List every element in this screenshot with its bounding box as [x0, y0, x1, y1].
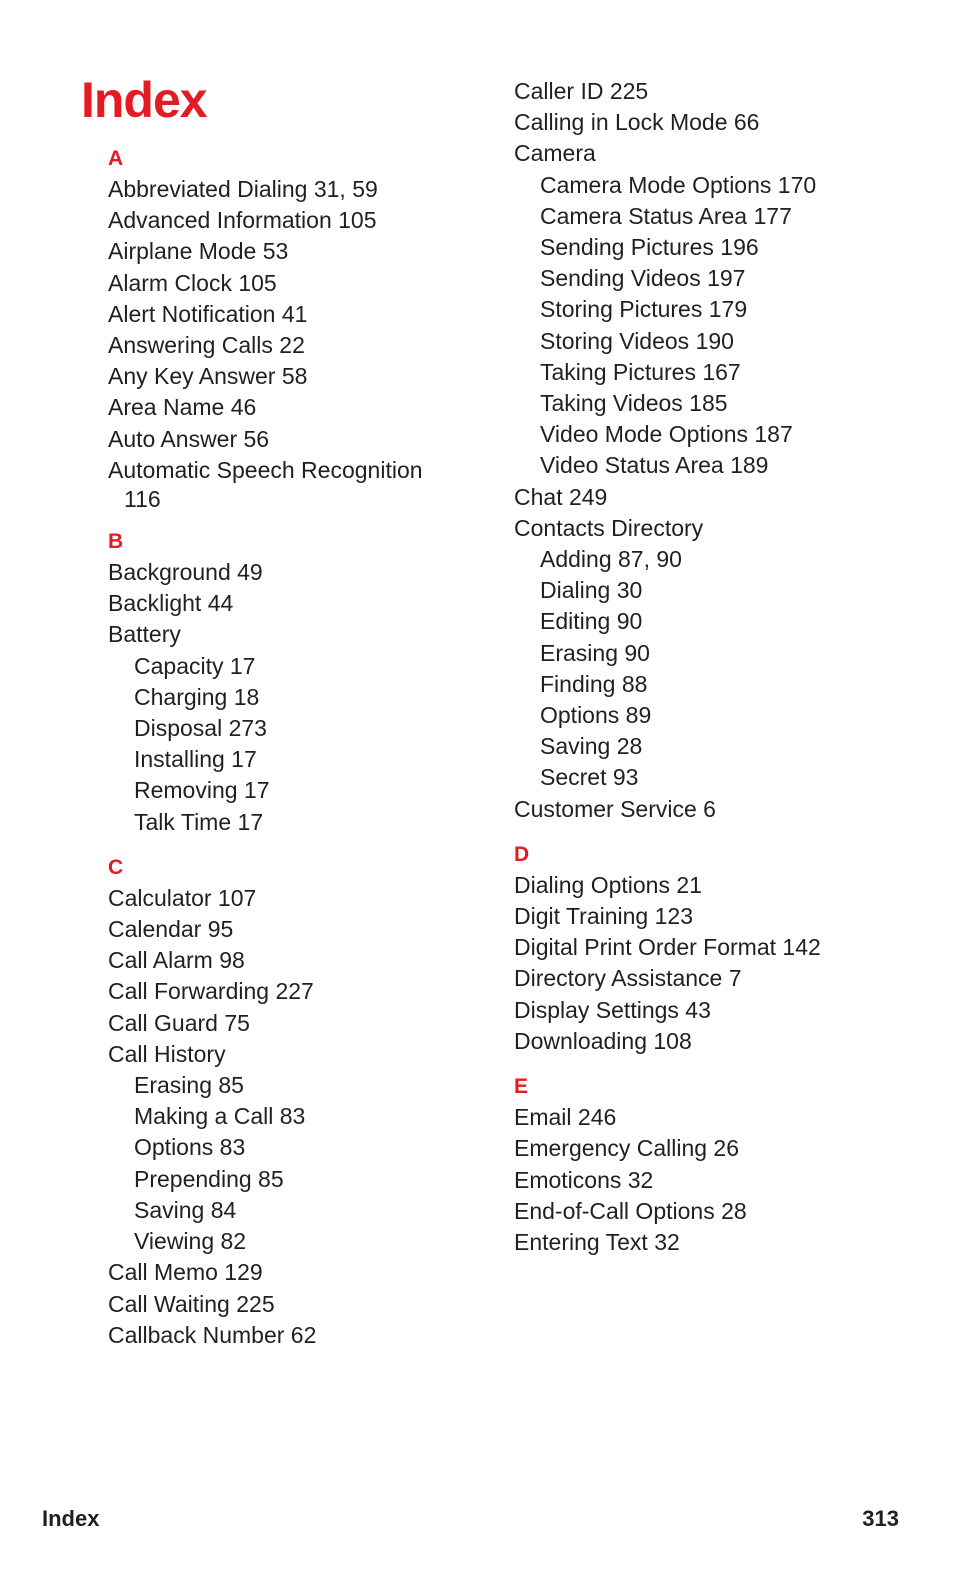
index-subentry: Editing 90: [540, 608, 643, 635]
index-subentry: Finding 88: [540, 670, 648, 697]
index-entry: Battery: [108, 621, 181, 648]
index-entry: Alert Notification 41: [108, 300, 308, 327]
section-letter: B: [108, 530, 124, 554]
index-entry: Dialing Options 21: [514, 871, 702, 898]
index-entry: Answering Calls 22: [108, 332, 305, 359]
index-entry: Digital Print Order Format 142: [514, 934, 821, 961]
index-entry: Calling in Lock Mode 66: [514, 109, 760, 136]
index-entry: Callback Number 62: [108, 1321, 317, 1348]
footer-section-name: Index: [42, 1506, 100, 1531]
index-entry: Auto Answer 56: [108, 425, 270, 452]
index-subentry: Prepending 85: [134, 1165, 284, 1192]
index-entry: Call Waiting 225: [108, 1290, 275, 1317]
index-subentry: Camera Status Area 177: [540, 202, 792, 229]
index-section: [514, 76, 934, 825]
index-entry-page: 116: [124, 486, 161, 513]
index-subentry: Video Mode Options 187: [540, 421, 793, 448]
index-entry: Call Alarm 98: [108, 947, 245, 974]
index-entry: [108, 455, 488, 512]
index-subentry: Viewing 82: [134, 1228, 247, 1255]
index-entry: Contacts Directory: [514, 514, 704, 541]
index-entry: Display Settings 43: [514, 996, 711, 1023]
index-subentry: Talk Time 17: [134, 808, 264, 835]
index-entry: Call History: [108, 1040, 226, 1067]
index-subentry: Saving 28: [540, 733, 643, 760]
index-entry: Entering Text 32: [514, 1228, 680, 1255]
index-entry: Backlight 44: [108, 590, 234, 617]
index-subentry: Secret 93: [540, 764, 639, 791]
index-section: [108, 526, 488, 838]
index-entry-text: Automatic Speech Recognition: [108, 456, 423, 483]
index-column-right: [514, 76, 934, 1258]
index-entry: End-of-Call Options 28: [514, 1197, 747, 1224]
index-entry: Calculator 107: [108, 884, 257, 911]
index-subentry: Disposal 273: [134, 715, 267, 742]
index-entry: Advanced Information 105: [108, 207, 377, 234]
index-section: [514, 1071, 934, 1258]
index-subentry: Erasing 85: [134, 1072, 244, 1099]
page-title: Index: [81, 72, 207, 128]
index-entry: Call Memo 129: [108, 1259, 263, 1286]
section-letter: D: [514, 842, 530, 866]
index-entry: Call Forwarding 227: [108, 978, 314, 1005]
index-entry: Calendar 95: [108, 916, 234, 943]
index-subentry: Taking Videos 185: [540, 390, 728, 417]
index-subentry: Options 89: [540, 702, 652, 729]
index-entry: Downloading 108: [514, 1027, 692, 1054]
index-subentry: Capacity 17: [134, 652, 256, 679]
footer-page-number: 313: [862, 1506, 899, 1531]
index-subentry: Camera Mode Options 170: [540, 171, 817, 198]
index-subentry: Storing Pictures 179: [540, 296, 748, 323]
index-subentry: Taking Pictures 167: [540, 358, 741, 385]
section-letter: A: [108, 147, 124, 170]
index-section: [108, 143, 488, 512]
index-subentry: Saving 84: [134, 1196, 237, 1223]
index-section: [108, 852, 488, 1351]
index-subentry: Sending Pictures 196: [540, 234, 759, 261]
index-subentry: Adding 87, 90: [540, 546, 682, 573]
index-subentry: Removing 17: [134, 777, 270, 804]
index-entry: Emoticons 32: [514, 1166, 654, 1193]
index-column-left: [108, 143, 488, 1351]
section-letter: E: [514, 1075, 529, 1099]
index-subentry: Dialing 30: [540, 577, 643, 604]
index-section: [514, 839, 934, 1057]
index-entry: Area Name 46: [108, 394, 257, 421]
index-entry: Email 246: [514, 1104, 617, 1131]
index-entry: Digit Training 123: [514, 903, 693, 930]
index-entry: Background 49: [108, 559, 263, 586]
index-subentry: Sending Videos 197: [540, 265, 746, 292]
index-subentry: Erasing 90: [540, 639, 650, 666]
index-entry: Airplane Mode 53: [108, 238, 289, 265]
index-entry: Call Guard 75: [108, 1009, 250, 1036]
index-subentry: Video Status Area 189: [540, 452, 769, 479]
index-entry: Any Key Answer 58: [108, 363, 308, 390]
index-subentry: Options 83: [134, 1134, 246, 1161]
index-subentry: Storing Videos 190: [540, 327, 734, 354]
index-entry: Emergency Calling 26: [514, 1135, 740, 1162]
index-entry: Caller ID 225: [514, 78, 649, 104]
index-subentry: Installing 17: [134, 746, 257, 773]
index-subentry: Making a Call 83: [134, 1103, 306, 1130]
index-subentry: Charging 18: [134, 683, 260, 710]
index-entry: Directory Assistance 7: [514, 965, 742, 992]
index-entry: Chat 249: [514, 483, 608, 510]
index-entry: Camera: [514, 140, 596, 167]
index-entry: Customer Service 6: [514, 795, 716, 822]
index-entry: Abbreviated Dialing 31, 59: [108, 176, 378, 202]
section-letter: C: [108, 855, 124, 879]
index-entry: Alarm Clock 105: [108, 269, 277, 296]
